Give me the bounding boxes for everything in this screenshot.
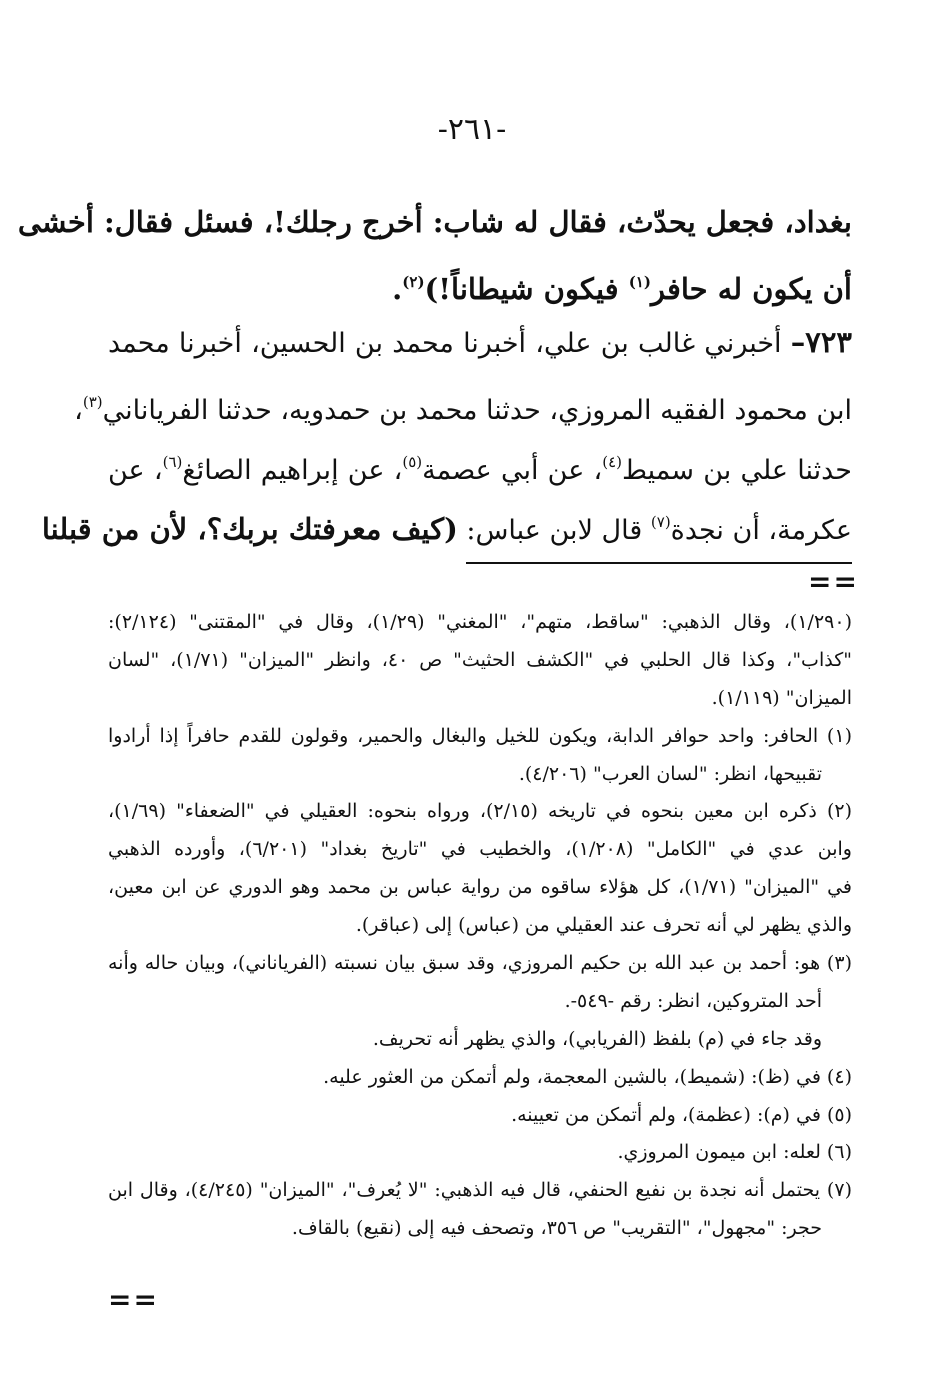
footnote-3: (٣) هو: أحمد بن عبد الله بن حكيم المروزي، وقد سبق بيان نسبته (الفرياناني)، وبيان حاله وأنه — [108, 952, 852, 975]
main-line-5-part-a: حدثنا علي بن سميط — [622, 455, 852, 486]
main-line-6-part-b: قال لابن عباس: — [457, 515, 651, 546]
main-line-2 — [108, 252, 852, 312]
footnote-1: (١) الحافر: واحد حوافر الدابة، ويكون للخيل والبغال والحمير، وقولون للقدم حافراً إذا أرادوا — [108, 724, 852, 747]
footnote-ref-5[interactable]: (٥) — [402, 453, 423, 471]
footnotes — [108, 604, 852, 1248]
main-line-4 — [74, 372, 852, 432]
footnote-ref-1[interactable]: (١) — [628, 273, 651, 291]
footnote-3-cont: وقد جاء في (م) بلفظ (الفريابي)، والذي يظهر أنه تحريف. — [372, 1027, 822, 1050]
main-line-5-part-c: ، عن إبراهيم الصائغ — [182, 455, 403, 486]
main-line-2-part-b: فيكون شيطاناً!) — [424, 272, 629, 306]
entry-number: ٧٢٣– — [790, 325, 852, 359]
main-line-1 — [17, 192, 852, 252]
footnote-line: "كذاب"، وكذا قال الحلبي في "الكشف الحثيث" ص ٤٠، وانظر "الميزان" (١/٧١)، "لسان — [108, 648, 852, 671]
footnote-1-cont: تقبيحها، انظر: "لسان العرب" (٤/٢٠٦). — [518, 762, 822, 785]
footnote-2-cont: في "الميزان" (١/٧١)، كل هؤلاء ساقوه من رواية عباس بن محمد وهو الدوري عن ابن معين، — [108, 876, 853, 899]
main-line-6-part-a: عكرمة، أن نجدة — [670, 515, 852, 546]
footnote-ref-4[interactable]: (٤) — [602, 453, 623, 471]
main-line-4-end: ، — [74, 395, 83, 426]
footnote-2: (٢) ذكره ابن معين بنحوه في تاريخه (٢/١٥)، ورواه بنحوه: العقيلي في "الضعفاء" (١/٦٩)، — [108, 800, 852, 823]
main-line-2-part-a: أن يكون له حافر — [650, 272, 852, 306]
footnote-ref-2[interactable]: (٢) — [402, 273, 425, 291]
footnote-6: (٦) لعله: ابن ميمون المروزي. — [617, 1141, 852, 1164]
main-line-5 — [108, 432, 852, 492]
main-line-4-text: ابن محمود الفقيه المروزي، حدثنا محمد بن حمدويه، حدثنا الفرياناني — [102, 395, 852, 426]
main-line-2-end: . — [392, 272, 403, 306]
main-line-3 — [108, 312, 852, 372]
main-line-5-part-d: ، عن — [108, 455, 163, 486]
footnote-3-cont: أحد المتروكين، انظر: رقم -٥٤٩-. — [564, 989, 822, 1012]
footnote-line: (١/٢٩٠)، وقال الذهبي: "ساقط، متهم"، "المغني" (١/٢٩)، وقال في "المقتنى" (٢/١٢٤): — [108, 611, 852, 633]
main-line-5-part-b: ، عن أبي عصمة — [422, 455, 603, 486]
main-line-6 — [41, 492, 852, 552]
footnote-ref-6[interactable]: (٦) — [162, 453, 183, 471]
continuation-mark-top: == — [808, 565, 859, 598]
footnote-ref-7[interactable]: (٧) — [650, 513, 671, 531]
footnote-4: (٤) في (ظ): (شميط)، بالشين المعجمة، ولم أتمكن من العثور عليه. — [323, 1065, 852, 1088]
main-text — [17, 192, 852, 552]
page-number: -٢٦١- — [437, 112, 507, 147]
footnote-2-cont: والذي يظهر لي أنه تحرف عند العقيلي من (عباس) إلى (عباقر). — [355, 914, 852, 937]
footnote-7-cont: حجر: "مجهول"، "التقريب" ص ٣٥٦، وتصحف فيه إلى (نقيع) بالقاف. — [291, 1217, 822, 1240]
footnote-5: (٥) في (م): (عظمة)، ولم أتمكن من تعيينه. — [511, 1103, 852, 1126]
footnote-7: (٧) يحتمل أنه نجدة بن نفيع الحنفي، قال فيه الذهبي: "لا يُعرف"، "الميزان" (٤/٢٤٥)، وقال ابن — [108, 1179, 852, 1202]
footnote-2-cont: وابن عدي في "الكامل" (١/٢٠٨)، والخطيب في "تاريخ بغداد" (٦/٢٠١)، وأورده الذهبي — [108, 838, 852, 861]
footnote-ref-3[interactable]: (٣) — [82, 393, 103, 411]
footnote-separator — [466, 562, 852, 564]
main-line-3-text: أخبرني غالب بن علي، أخبرنا محمد بن الحسين، أخبرنا محمد — [108, 328, 791, 359]
continuation-mark-bottom: == — [108, 1283, 159, 1316]
footnote-line: الميزان" (١/١١٩). — [711, 686, 852, 709]
main-line-6-bold: (كيف معرفتك بربك؟، لأن من قبلنا — [41, 512, 458, 546]
main-line-1-text: بغداد، فجعل يحدّث، فقال له شاب: أخرج رجلك!، فسئل فقال: أخشى — [17, 205, 852, 239]
